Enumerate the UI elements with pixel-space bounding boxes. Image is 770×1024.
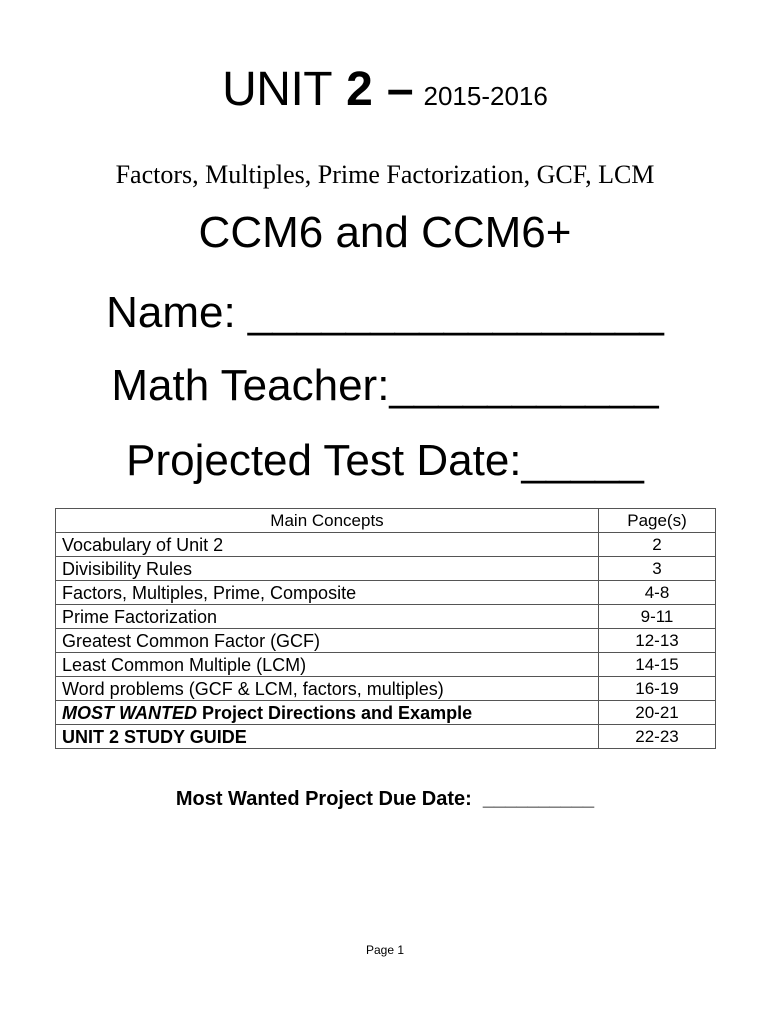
table-row — [56, 701, 716, 725]
concept-cell: Factors, Multiples, Prime, Composite — [56, 581, 599, 605]
table-row — [56, 557, 716, 581]
table-row — [56, 725, 716, 749]
pages-cell: 9-11 — [599, 605, 716, 629]
course-name: CCM6 and CCM6+ — [198, 208, 572, 257]
unit-word: UNIT — [222, 63, 333, 116]
most-wanted-emphasis: MOST WANTED — [62, 702, 197, 723]
table-row — [56, 677, 716, 701]
pages-cell: 12-13 — [599, 629, 716, 653]
concept-cell — [56, 725, 599, 749]
title-dash: – — [386, 63, 414, 116]
pages-cell: 14-15 — [599, 653, 716, 677]
pages-cell: 16-19 — [599, 677, 716, 701]
concept-cell — [56, 701, 599, 725]
pages-cell: 3 — [599, 557, 716, 581]
unit-number: 2 — [346, 63, 373, 116]
school-year: 2015-2016 — [423, 81, 548, 111]
name-field: Name: _________________ — [106, 288, 664, 337]
header-pages: Page(s) — [599, 509, 716, 533]
teacher-field: Math Teacher:___________ — [111, 361, 659, 410]
concept-cell: Word problems (GCF & LCM, factors, multiples) — [56, 677, 599, 701]
table-row — [56, 605, 716, 629]
concept-cell: Divisibility Rules — [56, 557, 599, 581]
table-row — [56, 581, 716, 605]
concept-cell: Greatest Common Factor (GCF) — [56, 629, 599, 653]
concept-cell: Prime Factorization — [56, 605, 599, 629]
pages-cell: 2 — [599, 533, 716, 557]
concept-cell: Least Common Multiple (LCM) — [56, 653, 599, 677]
concept-cell: Vocabulary of Unit 2 — [56, 533, 599, 557]
test-date-field: Projected Test Date:_____ — [126, 436, 644, 485]
concepts-table — [55, 508, 716, 749]
study-guide-label: UNIT 2 STUDY GUIDE — [62, 726, 247, 747]
table-row — [56, 629, 716, 653]
unit-topics: Factors, Multiples, Prime Factorization, GCF, LCM — [115, 160, 655, 189]
page-number: Page 1 — [365, 943, 405, 957]
pages-cell: 22-23 — [599, 725, 716, 749]
pages-cell: 4-8 — [599, 581, 716, 605]
table-header-row — [56, 509, 716, 533]
header-main-concepts: Main Concepts — [56, 509, 599, 533]
concept-rest: Project Directions and Example — [197, 702, 473, 723]
project-due-date: Most Wanted Project Due Date: __________ — [175, 788, 595, 810]
table-row — [56, 533, 716, 557]
pages-cell: 20-21 — [599, 701, 716, 725]
table-row — [56, 653, 716, 677]
unit-title — [0, 62, 770, 117]
